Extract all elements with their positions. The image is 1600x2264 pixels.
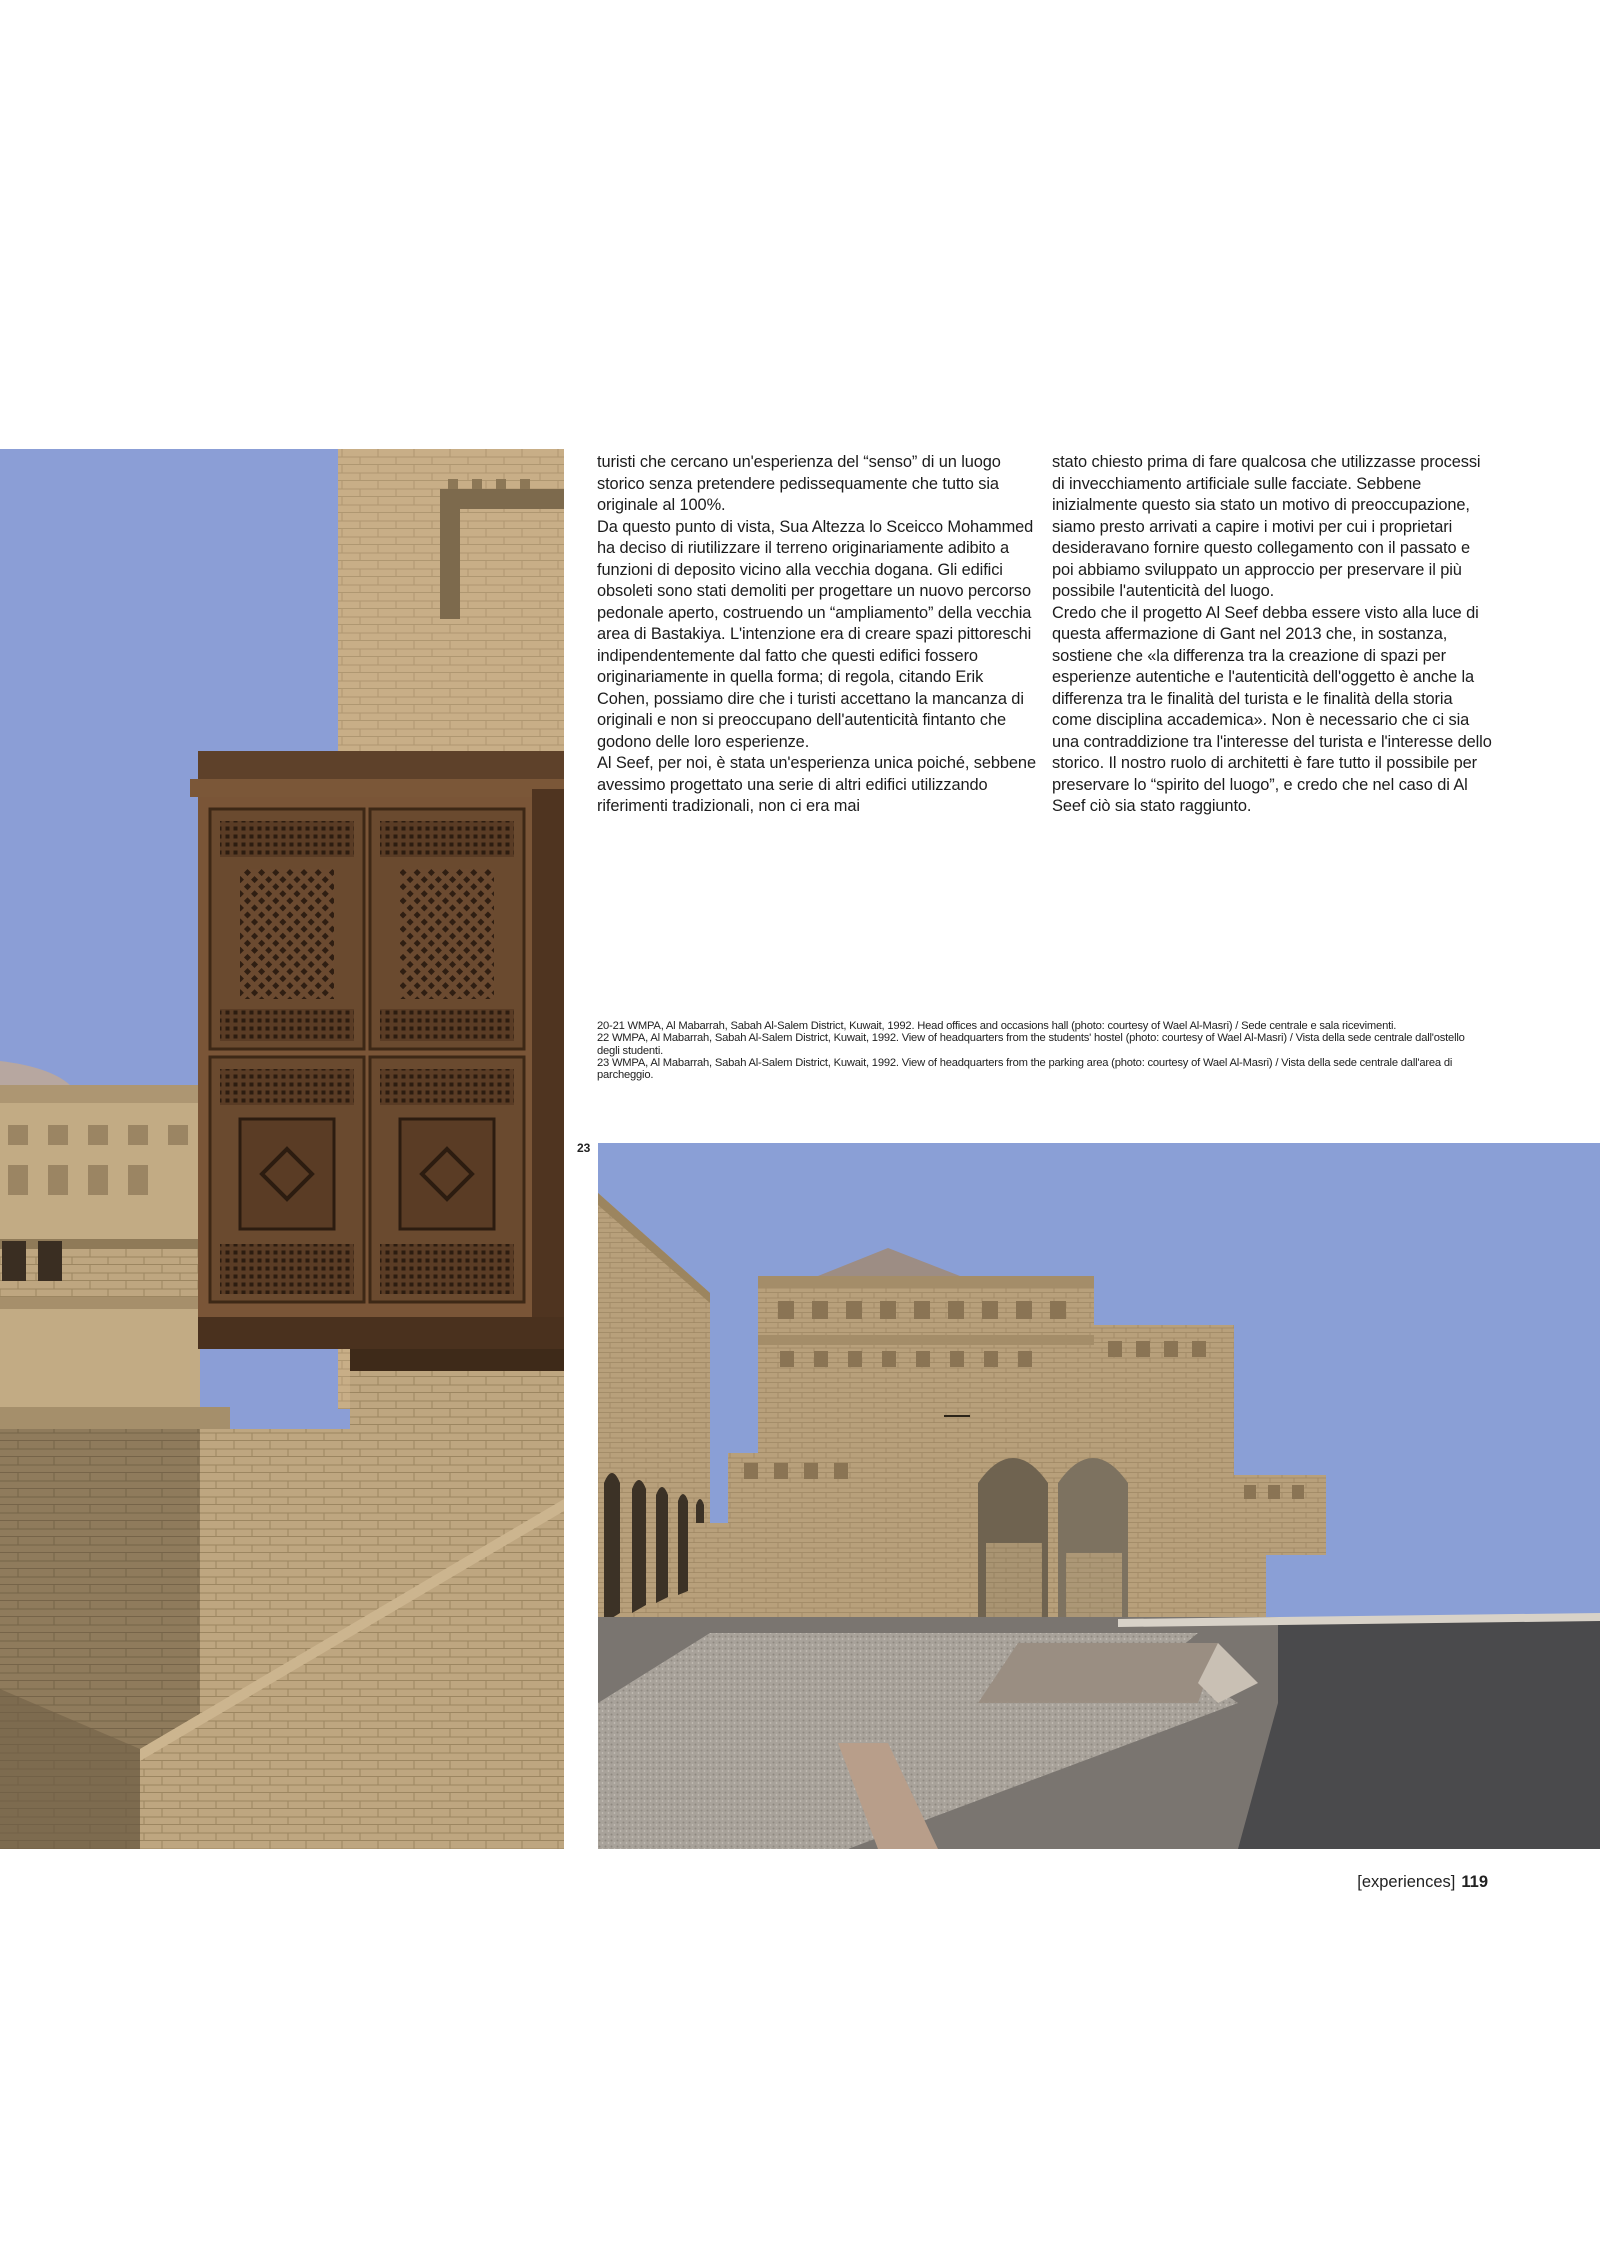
section-label: [experiences] [1357,1873,1456,1891]
paragraph: stato chiesto prima di fare qualcosa che utilizzasse processi di invecchiamento artificiale sulle facciate. Sebbene inizialmente questo sia stato un motivo di preoccupazione, siamo presto arrivati a capire i motivi per cui i proprietari desideravano fornire questo collegamento con il passato e poi abbiamo sviluppato un approccio per preservare il più possibile l'autenticità del luogo. [1052,453,1481,600]
paragraph: Da questo punto di vista, Sua Altezza lo Sceicco Mohammed ha deciso di riutilizzare il terreno originariamente adibito a funzioni di deposito vicino alla vecchia dogana. Gli edifici obsoleti sono stati demoliti per progettare un nuovo percorso pedonale aperto, costruendo un “ampliamento” della vecchia area di Bastakiya. L'intenzione era di creare spazi pittoreschi indipendentemente dal fatto che questi edifici fossero originariamente in quella forma; di regola, citando Erik Cohen, possiamo dire che i turisti accettano la mancanza di originali e non si preoccupano dell'autenticità fintanto che godono delle loro esperienze. [597,517,1034,751]
figure-captions [597,1020,1487,1081]
photo-mashrabiya-building [0,449,564,1849]
figure-number: 23 [577,1141,591,1155]
caption: 20-21 WMPA, Al Mabarrah, Sabah Al-Salem District, Kuwait, 1992. Head offices and occasions hall (photo: courtesy of Wael Al-Masri) / Sede centrale e sala ricevimenti. [597,1020,1397,1032]
paragraph: turisti che cercano un'esperienza del “senso” di un luogo storico senza pretendere pedissequamente che tutto sia originale al 100%. [597,453,1001,514]
page-number: 119 [1461,1873,1488,1891]
page-footer [1357,1873,1488,1892]
caption: 23 WMPA, Al Mabarrah, Sabah Al-Salem District, Kuwait, 1992. View of headquarters from the parking area (photo: courtesy of Wael Al-Masri) / Vista della sede centrale dall'area di parcheggio. [597,1056,1453,1082]
body-text-column-1 [597,452,1039,818]
photo-headquarters-parking [598,1143,1600,1849]
paragraph: Credo che il progetto Al Seef debba essere visto alla luce di questa affermazione di Gant nel 2013 che, in sostanza, sostiene che «la differenza tra la creazione di spazi per esperienze autentiche e l'autenticità dell'oggetto è anche la differenza tra le finalità del turista e le finalità della storia come disciplina accademica». Non è necessario che ci sia una contraddizione tra l'interesse del turista e l'interesse dello storico. Il nostro ruolo di architetti è fare tutto il possibile per preservare lo “spirito del luogo”, e credo che nel caso di Al Seef ciò sia stato raggiunto. [1052,603,1492,815]
caption: 22 WMPA, Al Mabarrah, Sabah Al-Salem District, Kuwait, 1992. View of headquarters from the students' hostel (photo: courtesy of Wael Al-Masri) / Vista della sede centrale dall'ostello degli studenti. [597,1032,1465,1057]
body-text-column-2 [1052,452,1494,818]
paragraph: Al Seef, per noi, è stata un'esperienza unica poiché, sebbene avessimo progettato una serie di altri edifici utilizzando riferimenti tradizionali, non ci era mai [597,754,1036,815]
